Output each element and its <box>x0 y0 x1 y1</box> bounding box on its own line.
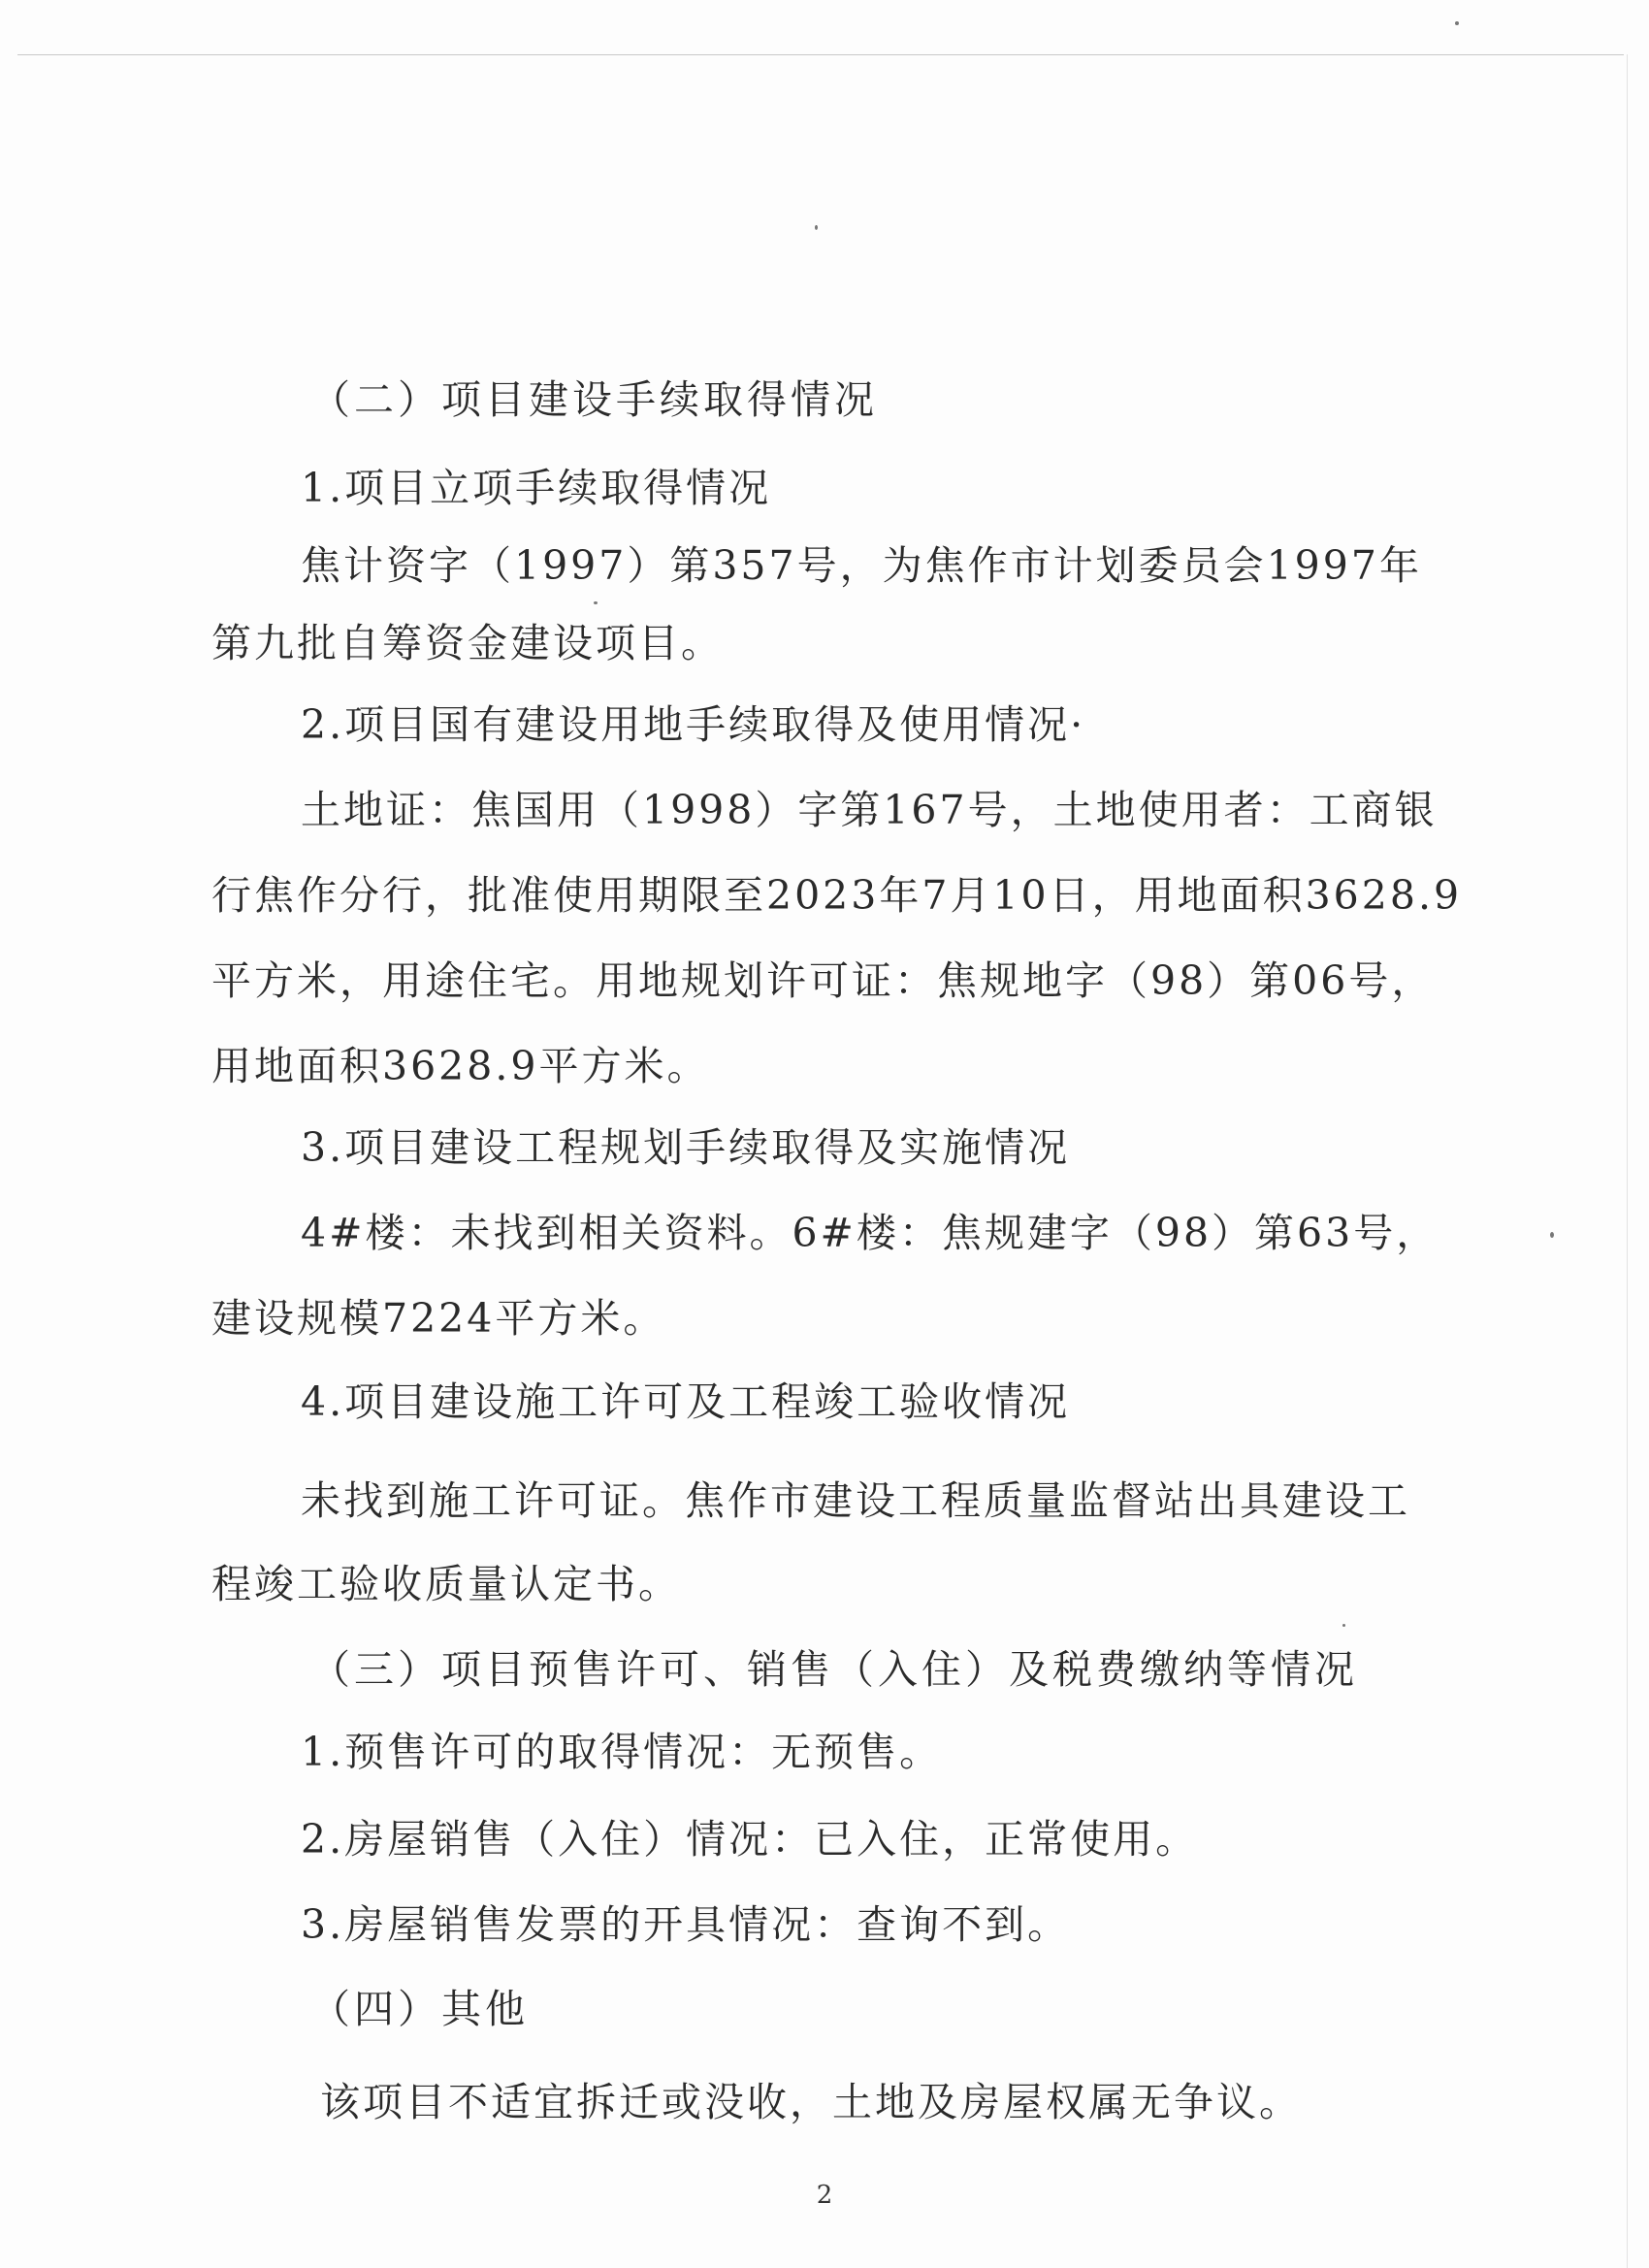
paragraph-line: 土地证：焦国用（1998）字第167号，土地使用者：工商银 <box>301 787 1438 833</box>
paragraph-line: 该项目不适宜拆迁或没收，土地及房屋权属无争议。 <box>320 2079 1302 2125</box>
section-heading-other: （四）其他 <box>310 1986 529 2032</box>
item-heading-approval: 1.项目立项手续取得情况 <box>301 465 772 511</box>
scan-speck <box>594 601 598 604</box>
scan-right-edge <box>1627 54 1628 2268</box>
paragraph-line: 焦计资字（1997）第357号，为焦作市计划委员会1997年 <box>301 542 1422 589</box>
scan-speck <box>1342 1624 1345 1627</box>
paragraph-line: 4#楼：未找到相关资料。6#楼：焦规建字（98）第63号， <box>301 1210 1439 1256</box>
item-heading-land-use: 2.项目国有建设用地手续取得及使用情况· <box>301 701 1086 748</box>
paragraph-line: 平方米，用途住宅。用地规划许可证：焦规地字（98）第06号， <box>211 957 1435 1004</box>
paragraph-line: 程竣工验收质量认定书。 <box>211 1561 681 1607</box>
section-heading-construction-procedures: （二）项目建设手续取得情况 <box>310 376 878 423</box>
paragraph-line: 用地面积3628.9平方米。 <box>211 1043 710 1089</box>
section-heading-presale: （三）项目预售许可、销售（入住）及税费缴纳等情况 <box>310 1646 1358 1693</box>
paragraph-line: 建设规模7224平方米。 <box>211 1295 666 1342</box>
scan-speck <box>815 225 818 230</box>
scan-speck <box>1550 1232 1554 1238</box>
page-number: 2 <box>816 2181 833 2210</box>
list-item: 2.房屋销售（入住）情况：已入住，正常使用。 <box>301 1816 1199 1863</box>
scan-top-edge <box>17 54 1624 55</box>
item-heading-planning: 3.项目建设工程规划手续取得及实施情况 <box>301 1124 1071 1171</box>
scan-speck <box>1455 21 1459 25</box>
paragraph-line: 行焦作分行，批准使用期限至2023年7月10日，用地面积3628.9 <box>211 872 1463 919</box>
paragraph-line: 第九批自筹资金建设项目。 <box>211 620 724 666</box>
list-item: 1.预售许可的取得情况：无预售。 <box>301 1729 943 1775</box>
item-heading-permit-acceptance: 4.项目建设施工许可及工程竣工验收情况 <box>301 1378 1071 1425</box>
paragraph-line: 未找到施工许可证。焦作市建设工程质量监督站出具建设工 <box>301 1477 1410 1524</box>
list-item: 3.房屋销售发票的开具情况：查询不到。 <box>301 1901 1071 1948</box>
